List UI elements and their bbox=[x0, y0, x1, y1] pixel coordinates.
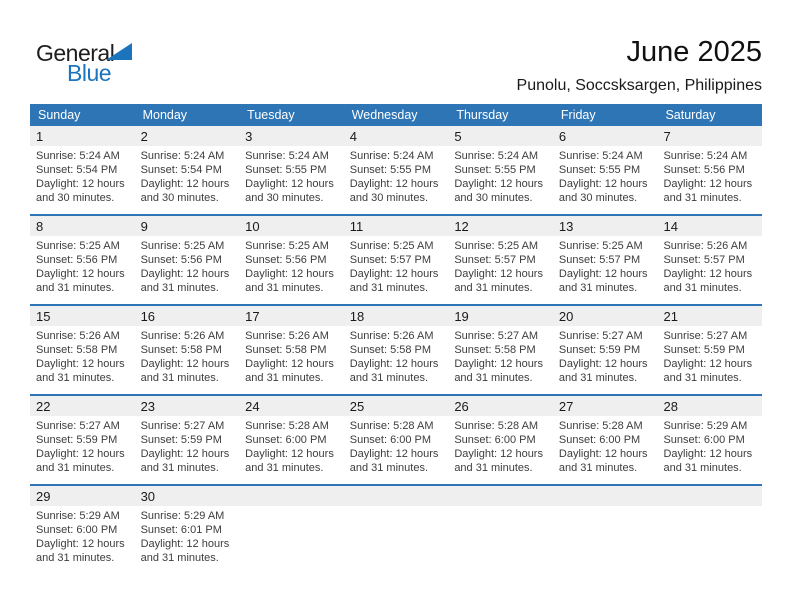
daylight-minutes-text: and 31 minutes. bbox=[36, 282, 115, 294]
day-number-empty bbox=[553, 486, 658, 506]
day-detail-band bbox=[30, 146, 762, 214]
weekday-header-row bbox=[30, 104, 762, 126]
day-number: 3 bbox=[245, 129, 253, 144]
daylight-hours-text: Daylight: 12 hours bbox=[245, 358, 334, 370]
calendar-week-row bbox=[30, 304, 762, 394]
sunrise-text: Sunrise: 5:29 AM bbox=[663, 420, 748, 432]
location-subtitle: Punolu, Soccsksargen, Philippines bbox=[516, 77, 762, 94]
calendar-day-cell bbox=[553, 416, 658, 484]
weekday-header-cell: Wednesday bbox=[351, 108, 418, 122]
sunset-text: Sunset: 5:58 PM bbox=[454, 344, 536, 356]
sunrise-text: Sunrise: 5:24 AM bbox=[349, 150, 434, 162]
sunset-text: Sunset: 6:00 PM bbox=[36, 524, 118, 536]
sunset-text: Sunset: 6:00 PM bbox=[245, 434, 327, 446]
daylight-minutes-text: and 30 minutes. bbox=[558, 192, 638, 204]
sunset-text: Sunset: 5:55 PM bbox=[245, 164, 327, 176]
daylight-hours-text: Daylight: 12 hours bbox=[245, 268, 334, 280]
calendar-day-cell bbox=[448, 416, 553, 484]
logo-general-text: General bbox=[36, 40, 115, 66]
sunset-text: Sunset: 5:57 PM bbox=[663, 254, 745, 266]
daylight-hours-text: Daylight: 12 hours bbox=[558, 448, 648, 460]
daylight-hours-text: Daylight: 12 hours bbox=[140, 268, 230, 280]
sunset-text: Sunset: 5:55 PM bbox=[558, 164, 641, 176]
day-number-empty bbox=[657, 486, 762, 506]
weekday-header-cell: Monday bbox=[142, 108, 188, 122]
day-number: 12 bbox=[454, 219, 469, 234]
sunrise-text: Sunrise: 5:27 AM bbox=[140, 420, 225, 432]
logo-blue-text: Blue bbox=[67, 60, 112, 86]
day-number: 29 bbox=[36, 489, 51, 504]
day-number: 17 bbox=[245, 309, 260, 324]
sunrise-text: Sunrise: 5:25 AM bbox=[245, 240, 329, 252]
daylight-minutes-text: and 31 minutes. bbox=[663, 372, 742, 384]
daylight-hours-text: Daylight: 12 hours bbox=[454, 448, 543, 460]
daylight-minutes-text: and 31 minutes. bbox=[245, 462, 324, 474]
day-number-empty bbox=[344, 486, 449, 506]
daylight-minutes-text: and 31 minutes. bbox=[36, 462, 115, 474]
daylight-hours-text: Daylight: 12 hours bbox=[349, 448, 439, 460]
daylight-hours-text: Daylight: 12 hours bbox=[663, 358, 753, 370]
calendar-day-cell-empty bbox=[448, 506, 553, 574]
day-number: 1 bbox=[36, 129, 44, 144]
calendar-day-cell bbox=[30, 506, 135, 574]
day-number: 22 bbox=[36, 399, 51, 414]
daylight-hours-text: Daylight: 12 hours bbox=[245, 178, 334, 190]
daylight-minutes-text: and 31 minutes. bbox=[558, 462, 638, 474]
calendar-day-cell bbox=[239, 416, 344, 484]
daylight-hours-text: Daylight: 12 hours bbox=[454, 358, 543, 370]
daylight-minutes-text: and 30 minutes. bbox=[245, 192, 324, 204]
sunrise-text: Sunrise: 5:27 AM bbox=[558, 330, 643, 342]
day-number: 28 bbox=[663, 399, 678, 414]
sunrise-text: Sunrise: 5:26 AM bbox=[36, 330, 120, 342]
calendar-day-cell bbox=[344, 416, 449, 484]
daylight-hours-text: Daylight: 12 hours bbox=[36, 448, 125, 460]
day-number-band bbox=[30, 306, 762, 326]
calendar-day-cell bbox=[30, 416, 135, 484]
calendar-week-row bbox=[30, 214, 762, 304]
daylight-minutes-text: and 31 minutes. bbox=[140, 552, 219, 564]
sunrise-text: Sunrise: 5:26 AM bbox=[663, 240, 748, 252]
weekday-header-cell: Friday bbox=[560, 108, 596, 122]
daylight-minutes-text: and 31 minutes. bbox=[663, 282, 742, 294]
day-number: 5 bbox=[454, 129, 462, 144]
day-number-band bbox=[30, 396, 762, 416]
sunrise-text: Sunrise: 5:25 AM bbox=[349, 240, 434, 252]
day-number: 9 bbox=[140, 219, 148, 234]
calendar-day-cell bbox=[553, 146, 658, 214]
sunset-text: Sunset: 5:57 PM bbox=[349, 254, 432, 266]
daylight-minutes-text: and 31 minutes. bbox=[349, 372, 429, 384]
calendar-day-cell bbox=[657, 146, 762, 214]
calendar-day-cell bbox=[30, 236, 135, 304]
sunrise-text: Sunrise: 5:29 AM bbox=[36, 510, 120, 522]
sunset-text: Sunset: 5:59 PM bbox=[663, 344, 745, 356]
sunset-text: Sunset: 5:55 PM bbox=[454, 164, 536, 176]
daylight-minutes-text: and 30 minutes. bbox=[349, 192, 429, 204]
calendar-day-cell bbox=[344, 236, 449, 304]
sunrise-text: Sunrise: 5:29 AM bbox=[140, 510, 225, 522]
sunset-text: Sunset: 5:54 PM bbox=[36, 164, 118, 176]
day-number: 11 bbox=[349, 219, 364, 234]
day-number: 30 bbox=[140, 489, 156, 504]
daylight-minutes-text: and 31 minutes. bbox=[349, 282, 429, 294]
brand-logo bbox=[34, 38, 154, 86]
daylight-hours-text: Daylight: 12 hours bbox=[349, 268, 439, 280]
sunset-text: Sunset: 6:00 PM bbox=[454, 434, 536, 446]
calendar-day-cell bbox=[657, 326, 762, 394]
calendar-day-cell bbox=[448, 326, 553, 394]
daylight-hours-text: Daylight: 12 hours bbox=[36, 358, 125, 370]
daylight-minutes-text: and 31 minutes. bbox=[140, 372, 219, 384]
daylight-hours-text: Daylight: 12 hours bbox=[36, 268, 125, 280]
daylight-hours-text: Daylight: 12 hours bbox=[663, 448, 753, 460]
daylight-hours-text: Daylight: 12 hours bbox=[140, 448, 230, 460]
day-detail-band bbox=[30, 326, 762, 394]
day-detail-band bbox=[30, 416, 762, 484]
day-number-empty bbox=[239, 486, 344, 506]
daylight-minutes-text: and 31 minutes. bbox=[454, 372, 533, 384]
calendar bbox=[30, 104, 762, 574]
month-title: June 2025 bbox=[626, 36, 762, 68]
calendar-day-cell bbox=[135, 416, 240, 484]
calendar-day-cell bbox=[448, 236, 553, 304]
day-detail-band bbox=[30, 236, 762, 304]
sunset-text: Sunset: 5:59 PM bbox=[140, 434, 222, 446]
daylight-minutes-text: and 31 minutes. bbox=[245, 282, 324, 294]
calendar-day-cell bbox=[657, 416, 762, 484]
daylight-hours-text: Daylight: 12 hours bbox=[140, 358, 230, 370]
day-number: 25 bbox=[349, 399, 365, 414]
day-number: 21 bbox=[663, 309, 678, 324]
sunset-text: Sunset: 6:01 PM bbox=[140, 524, 222, 536]
daylight-minutes-text: and 31 minutes. bbox=[140, 462, 219, 474]
calendar-day-cell-empty bbox=[657, 506, 762, 574]
daylight-minutes-text: and 31 minutes. bbox=[36, 372, 115, 384]
day-number: 10 bbox=[245, 219, 260, 234]
sunrise-text: Sunrise: 5:28 AM bbox=[558, 420, 643, 432]
daylight-hours-text: Daylight: 12 hours bbox=[558, 178, 648, 190]
sunrise-text: Sunrise: 5:26 AM bbox=[349, 330, 434, 342]
daylight-hours-text: Daylight: 12 hours bbox=[663, 178, 753, 190]
day-detail-band bbox=[30, 506, 762, 574]
sunrise-text: Sunrise: 5:28 AM bbox=[349, 420, 434, 432]
calendar-day-cell bbox=[30, 326, 135, 394]
calendar-week-row bbox=[30, 394, 762, 484]
day-number: 24 bbox=[245, 399, 260, 414]
daylight-hours-text: Daylight: 12 hours bbox=[245, 448, 334, 460]
daylight-hours-text: Daylight: 12 hours bbox=[36, 538, 125, 550]
sunrise-text: Sunrise: 5:25 AM bbox=[140, 240, 225, 252]
daylight-minutes-text: and 31 minutes. bbox=[663, 192, 742, 204]
daylight-minutes-text: and 31 minutes. bbox=[349, 462, 429, 474]
daylight-minutes-text: and 31 minutes. bbox=[454, 462, 533, 474]
sunrise-text: Sunrise: 5:24 AM bbox=[36, 150, 120, 162]
sunset-text: Sunset: 5:57 PM bbox=[558, 254, 641, 266]
daylight-minutes-text: and 31 minutes. bbox=[140, 282, 219, 294]
calendar-day-cell bbox=[239, 326, 344, 394]
weekday-header-cell: Sunday bbox=[38, 108, 81, 122]
day-number-band bbox=[30, 216, 762, 236]
daylight-hours-text: Daylight: 12 hours bbox=[558, 268, 648, 280]
sunrise-text: Sunrise: 5:25 AM bbox=[36, 240, 120, 252]
sunset-text: Sunset: 5:56 PM bbox=[663, 164, 745, 176]
daylight-hours-text: Daylight: 12 hours bbox=[558, 358, 648, 370]
sunrise-text: Sunrise: 5:24 AM bbox=[140, 150, 225, 162]
day-number: 7 bbox=[663, 129, 671, 144]
day-number: 8 bbox=[36, 219, 44, 234]
calendar-day-cell bbox=[135, 326, 240, 394]
daylight-hours-text: Daylight: 12 hours bbox=[349, 358, 439, 370]
sunset-text: Sunset: 5:58 PM bbox=[36, 344, 118, 356]
calendar-day-cell-empty bbox=[344, 506, 449, 574]
day-number: 13 bbox=[558, 219, 574, 234]
calendar-day-cell bbox=[135, 506, 240, 574]
sunset-text: Sunset: 5:58 PM bbox=[140, 344, 222, 356]
day-number: 26 bbox=[454, 399, 469, 414]
calendar-day-cell bbox=[553, 326, 658, 394]
calendar-day-cell bbox=[135, 146, 240, 214]
sunset-text: Sunset: 5:56 PM bbox=[140, 254, 222, 266]
sunrise-text: Sunrise: 5:28 AM bbox=[454, 420, 539, 432]
daylight-hours-text: Daylight: 12 hours bbox=[36, 178, 125, 190]
day-number-band bbox=[30, 126, 762, 146]
sunrise-text: Sunrise: 5:25 AM bbox=[454, 240, 539, 252]
daylight-minutes-text: and 30 minutes. bbox=[140, 192, 219, 204]
sunset-text: Sunset: 5:58 PM bbox=[245, 344, 327, 356]
daylight-minutes-text: and 31 minutes. bbox=[36, 552, 115, 564]
weekday-header-cell: Thursday bbox=[456, 108, 509, 122]
day-number: 4 bbox=[349, 129, 357, 144]
sunrise-text: Sunrise: 5:24 AM bbox=[663, 150, 748, 162]
sunset-text: Sunset: 5:55 PM bbox=[349, 164, 432, 176]
calendar-day-cell bbox=[657, 236, 762, 304]
sunset-text: Sunset: 6:00 PM bbox=[349, 434, 432, 446]
daylight-hours-text: Daylight: 12 hours bbox=[454, 268, 543, 280]
daylight-minutes-text: and 31 minutes. bbox=[558, 372, 638, 384]
day-number: 16 bbox=[140, 309, 156, 324]
sunrise-text: Sunrise: 5:26 AM bbox=[245, 330, 329, 342]
calendar-day-cell bbox=[239, 236, 344, 304]
calendar-day-cell bbox=[239, 146, 344, 214]
sunrise-text: Sunrise: 5:25 AM bbox=[558, 240, 643, 252]
daylight-hours-text: Daylight: 12 hours bbox=[663, 268, 753, 280]
day-number: 14 bbox=[663, 219, 678, 234]
calendar-day-cell bbox=[448, 146, 553, 214]
daylight-minutes-text: and 31 minutes. bbox=[454, 282, 533, 294]
daylight-hours-text: Daylight: 12 hours bbox=[140, 538, 230, 550]
daylight-hours-text: Daylight: 12 hours bbox=[454, 178, 543, 190]
calendar-day-cell bbox=[344, 146, 449, 214]
sunrise-text: Sunrise: 5:24 AM bbox=[454, 150, 539, 162]
daylight-hours-text: Daylight: 12 hours bbox=[349, 178, 439, 190]
weekday-header-cell: Saturday bbox=[665, 108, 716, 122]
sunrise-text: Sunrise: 5:28 AM bbox=[245, 420, 329, 432]
calendar-day-cell bbox=[135, 236, 240, 304]
sunrise-text: Sunrise: 5:27 AM bbox=[663, 330, 748, 342]
sunrise-text: Sunrise: 5:27 AM bbox=[454, 330, 539, 342]
day-number: 20 bbox=[558, 309, 574, 324]
day-number: 15 bbox=[36, 309, 51, 324]
sunset-text: Sunset: 5:57 PM bbox=[454, 254, 536, 266]
sunset-text: Sunset: 5:59 PM bbox=[36, 434, 118, 446]
calendar-day-cell-empty bbox=[553, 506, 658, 574]
day-number: 18 bbox=[349, 309, 365, 324]
calendar-day-cell bbox=[344, 326, 449, 394]
sunset-text: Sunset: 6:00 PM bbox=[663, 434, 745, 446]
sunrise-text: Sunrise: 5:24 AM bbox=[558, 150, 643, 162]
sunrise-text: Sunrise: 5:26 AM bbox=[140, 330, 225, 342]
day-number-band bbox=[30, 486, 762, 506]
sunrise-text: Sunrise: 5:27 AM bbox=[36, 420, 120, 432]
calendar-day-cell-empty bbox=[239, 506, 344, 574]
sunset-text: Sunset: 6:00 PM bbox=[558, 434, 641, 446]
calendar-week-row bbox=[30, 126, 762, 214]
daylight-minutes-text: and 31 minutes. bbox=[245, 372, 324, 384]
daylight-minutes-text: and 31 minutes. bbox=[663, 462, 742, 474]
sunrise-text: Sunrise: 5:24 AM bbox=[245, 150, 329, 162]
day-number-empty bbox=[448, 486, 553, 506]
day-number: 27 bbox=[558, 399, 574, 414]
day-number: 2 bbox=[140, 129, 148, 144]
day-number: 23 bbox=[140, 399, 156, 414]
sunset-text: Sunset: 5:56 PM bbox=[245, 254, 327, 266]
calendar-day-cell bbox=[553, 236, 658, 304]
calendar-day-cell bbox=[30, 146, 135, 214]
day-number: 19 bbox=[454, 309, 469, 324]
daylight-minutes-text: and 30 minutes. bbox=[454, 192, 533, 204]
calendar-weeks bbox=[30, 126, 762, 574]
sunset-text: Sunset: 5:59 PM bbox=[558, 344, 641, 356]
daylight-minutes-text: and 30 minutes. bbox=[36, 192, 115, 204]
sunset-text: Sunset: 5:56 PM bbox=[36, 254, 118, 266]
calendar-week-row bbox=[30, 484, 762, 574]
sunset-text: Sunset: 5:58 PM bbox=[349, 344, 432, 356]
daylight-minutes-text: and 31 minutes. bbox=[558, 282, 638, 294]
sunset-text: Sunset: 5:54 PM bbox=[140, 164, 222, 176]
daylight-hours-text: Daylight: 12 hours bbox=[140, 178, 230, 190]
day-number: 6 bbox=[558, 129, 567, 144]
weekday-header-cell: Tuesday bbox=[247, 108, 295, 122]
